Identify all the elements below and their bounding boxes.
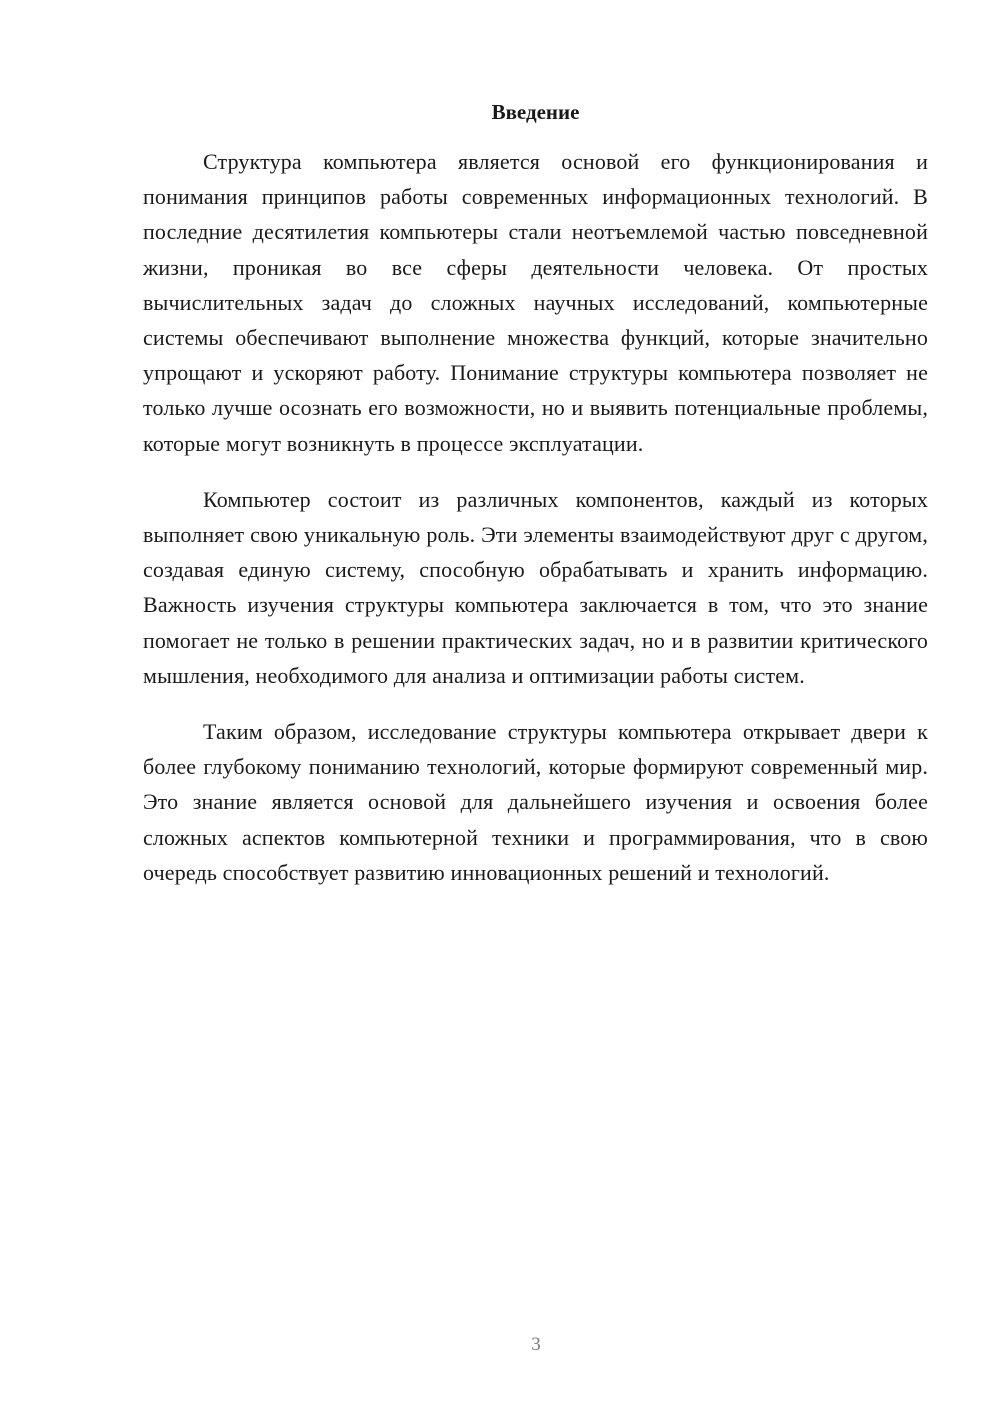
paragraph: Структура компьютера является основой его функционирования и понимания принципов работы современных информационных технологий. В последние десятилетия компьютеры стали неотъемлемой частью повседневной жизни, проникая во все сферы деятельности человека. От простых вычислительных задач до сложных научных исследований, компьютерные системы обеспечивают выполнение множества функций, которые значительно упрощают и ускоряют работу. Понимание структуры компьютера позволяет не только лучше осознать его возможности, но и выявить потенциальные проблемы, которые могут возникнуть в процессе эксплуатации. bbox=[143, 149, 928, 456]
body-text bbox=[143, 144, 928, 911]
section-title: Введение bbox=[491, 100, 580, 124]
paragraph: Компьютер состоит из различных компонентов, каждый из которых выполняет свою уникальную роль. Эти элементы взаимодействуют друг с другом, создавая единую систему, способную обрабатывать и хранить информацию. Важность изучения структуры компьютера заключается в том, что это знание помогает не только в решении практических задач, но и в развитии критического мышления, необходимого для анализа и оптимизации работы систем. bbox=[143, 486, 928, 688]
page-number: 3 bbox=[531, 1334, 541, 1355]
paragraph: Таким образом, исследование структуры компьютера открывает двери к более глубокому пониманию технологий, которые формируют современный мир. Это знание является основой для дальнейшего изучения и освоения более сложных аспектов компьютерной техники и программирования, что в свою очередь способствует развитию инновационных решений и технологий. bbox=[143, 719, 928, 885]
